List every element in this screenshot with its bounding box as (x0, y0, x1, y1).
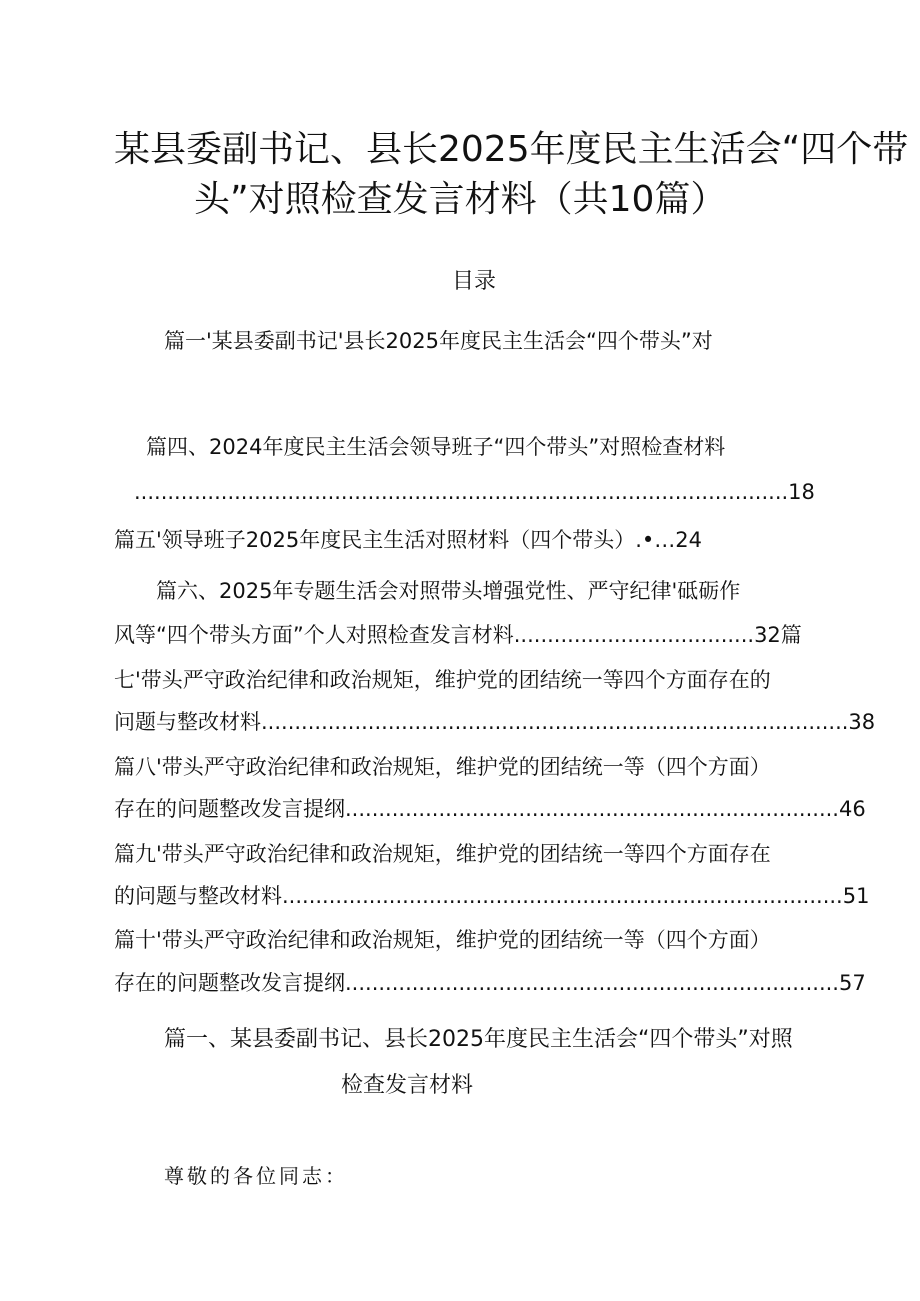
section-title-line-1: 篇一、某县委副书记、县长2025年度民主生活会“四个带头”对照 (164, 1027, 793, 1052)
toc-line: ..................................................................................................18 (134, 480, 815, 504)
toc-line: 篇十'带头严守政治纪律和政治规矩，维护党的团结统一等（四个方面） (114, 928, 771, 952)
toc-line: 的问题与整改材料....................................................................................51 (114, 884, 870, 908)
toc-line: 篇六、2025年专题生活会对照带头增强党性、严守纪律'砥砺作 (156, 579, 741, 603)
toc-line: 存在的问题整改发言提纲..........................................................................57 (114, 971, 866, 995)
toc-line: 风等“四个带头方面”个人对照检查发言材料....................................32篇 (114, 623, 802, 647)
greeting: 尊敬的各位同志： (164, 1164, 348, 1188)
toc-heading: 目录 (452, 269, 497, 294)
document-title-line-1: 某县委副书记、县长2025年度民主生活会“四个带 (114, 129, 909, 170)
document-title-line-2: 头”对照检查发言材料（共10篇） (194, 179, 727, 220)
toc-line: 篇九'带头严守政治纪律和政治规矩，维护党的团结统一等四个方面存在 (114, 842, 771, 866)
toc-line: 问题与整改材料........................................................................................38 (114, 710, 876, 734)
toc-line: 篇四、2024年度民主生活会领导班子“四个带头”对照检查材料 (146, 435, 726, 459)
toc-line: 篇一'某县委副书记'县长2025年度民主生活会“四个带头”对 (164, 329, 713, 353)
toc-line: 七'带头严守政治纪律和政治规矩，维护党的团结统一等四个方面存在的 (114, 668, 771, 692)
toc-line: 篇八'带头严守政治纪律和政治规矩，维护党的团结统一等（四个方面） (114, 755, 771, 779)
toc-line: 篇五'领导班子2025年度民主生活对照材料（四个带头）.•…24 (114, 528, 702, 552)
section-title-line-2: 检查发言材料 (341, 1073, 474, 1098)
toc-line: 存在的问题整改发言提纲..........................................................................46 (114, 797, 866, 821)
